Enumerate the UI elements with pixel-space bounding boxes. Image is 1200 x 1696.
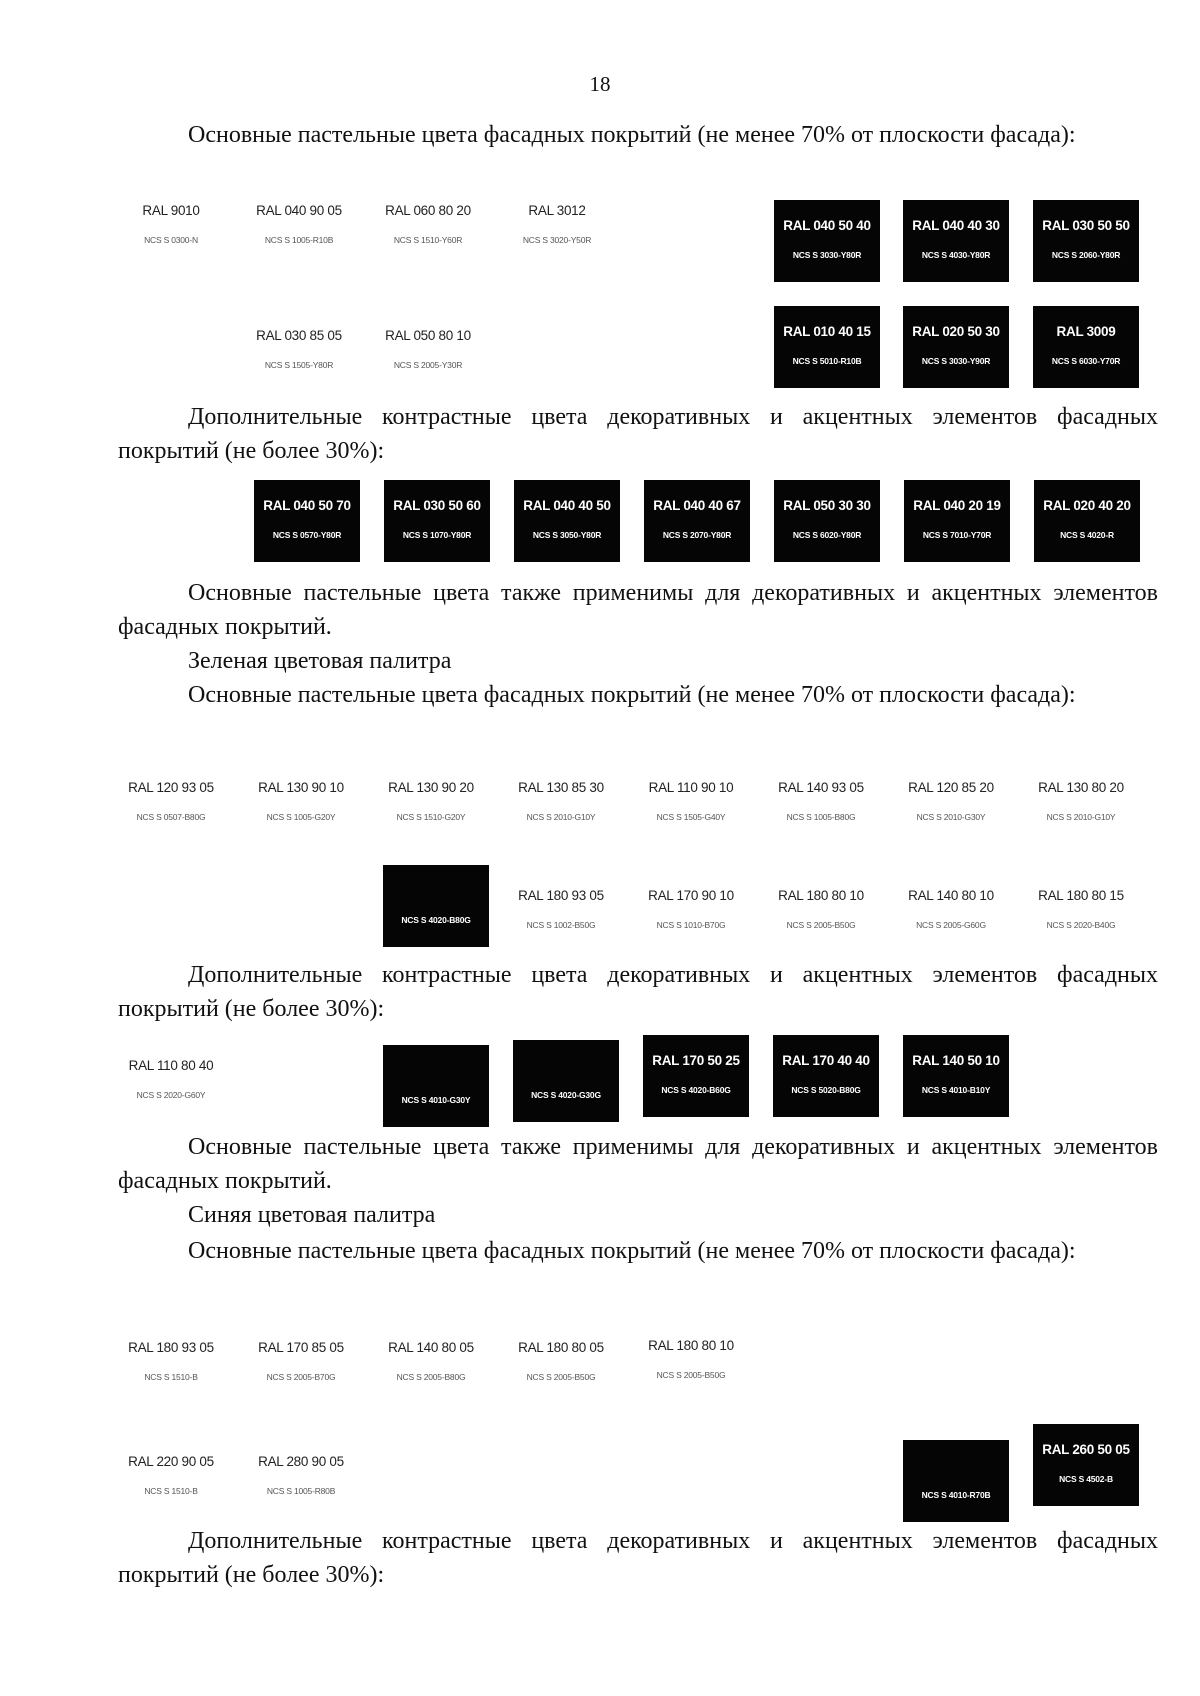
swatch-ncs-code: NCS S 2010-G10Y [1046, 812, 1116, 822]
swatch [248, 1322, 354, 1404]
swatch-ncs-code: NCS S 1005-G20Y [266, 812, 336, 822]
swatch-ral-code: RAL 180 93 05 [128, 1340, 214, 1355]
swatch [644, 480, 750, 562]
paragraph-text: Основные пастельные цвета также применимы для декоративных и акцентных элементов фасадных покрытий. [118, 580, 1158, 640]
page-number: 18 [589, 72, 611, 96]
swatch-ncs-code: NCS S 0570-Y80R [272, 530, 342, 540]
paragraph-text: Основные пастельные цвета фасадных покрытий (не менее 70% от плоскости фасада): [188, 1238, 1076, 1264]
paragraph-text: Основные пастельные цвета фасадных покрытий (не менее 70% от плоскости фасада): [188, 122, 1076, 148]
paragraph-text: Дополнительные контрастные цвета декоративных и акцентных элементов фасадных покрытий (не более 30%): [118, 962, 1158, 1022]
swatch-ncs-code: NCS S 5020-B80G [791, 1085, 861, 1095]
swatch-ral-code: RAL 220 90 05 [128, 1454, 214, 1469]
swatch-ral-code: RAL 130 80 20 [1038, 780, 1124, 795]
swatch-ncs-code: NCS S 4020-G30G [531, 1090, 601, 1100]
swatch [508, 1322, 614, 1404]
swatch [898, 762, 1004, 844]
swatch [375, 310, 481, 392]
swatch [903, 306, 1009, 388]
swatch-ral-code: RAL 040 50 40 [783, 218, 871, 233]
swatch-ral-code: RAL 280 90 05 [258, 1454, 344, 1469]
swatch-ral-code: RAL 050 30 30 [783, 498, 871, 513]
swatch [504, 185, 610, 267]
swatch [1033, 1424, 1139, 1506]
paragraph-text: Дополнительные контрастные цвета декоративных и акцентных элементов фасадных покрытий (не более 30%): [118, 1528, 1158, 1588]
swatch [774, 306, 880, 388]
swatch-ncs-code: NCS S 2010-G10Y [526, 812, 596, 822]
swatch [768, 762, 874, 844]
swatch-ncs-code: NCS S 4020-B80G [401, 915, 471, 925]
swatch [774, 480, 880, 562]
swatch-ncs-code: NCS S 3030-Y80R [792, 250, 862, 260]
paragraph-blue-base [118, 1234, 1158, 1268]
swatch [904, 480, 1010, 562]
swatch [1034, 480, 1140, 562]
swatch [118, 1436, 224, 1518]
swatch [513, 1040, 619, 1122]
swatch [903, 1035, 1009, 1117]
swatch-ncs-code: NCS S 2005-Y30R [393, 360, 463, 370]
paragraph-orange-note [118, 576, 1158, 644]
swatch-ral-code: RAL 060 80 20 [385, 203, 471, 218]
swatch [383, 1045, 489, 1127]
swatch-ncs-code: NCS S 4010-R70B [921, 1490, 991, 1500]
swatch-ral-code: RAL 180 80 05 [518, 1340, 604, 1355]
swatch-ncs-code: NCS S 0507-B80G [136, 812, 206, 822]
swatch-ncs-code: NCS S 2020-B40G [1046, 920, 1116, 930]
swatch [508, 762, 614, 844]
swatch-ral-code: RAL 9010 [142, 203, 200, 218]
swatch-ral-code: RAL 050 80 10 [385, 328, 471, 343]
swatch [118, 1040, 224, 1122]
paragraph-green-note [118, 1130, 1158, 1198]
swatch-ncs-code: NCS S 2005-B80G [396, 1372, 466, 1382]
swatch-ncs-code: NCS S 6020-Y80R [792, 530, 862, 540]
swatch-ral-code: RAL 170 90 10 [648, 888, 734, 903]
swatch-ncs-code: NCS S 2005-B50G [526, 1372, 596, 1382]
swatch [643, 1035, 749, 1117]
swatch [248, 1436, 354, 1518]
swatch-ral-code: RAL 020 50 30 [912, 324, 1000, 339]
paragraph-green-base [118, 678, 1158, 712]
swatch [638, 762, 744, 844]
paragraph-text: Дополнительные контрастные цвета декоративных и акцентных элементов фасадных покрытий (не более 30%): [118, 404, 1158, 464]
section-title-green: Зеленая цветовая палитра [188, 648, 452, 674]
swatch-ral-code: RAL 180 80 10 [778, 888, 864, 903]
swatch-ncs-code: NCS S 2005-G60G [916, 920, 986, 930]
swatch-ncs-code: NCS S 1505-G40Y [656, 812, 726, 822]
swatch-ral-code: RAL 180 80 10 [648, 1338, 734, 1353]
swatch [378, 762, 484, 844]
swatch-ral-code: RAL 140 50 10 [912, 1053, 1000, 1068]
swatch-ncs-code: NCS S 2060-Y80R [1051, 250, 1121, 260]
swatch [1033, 306, 1139, 388]
swatch [508, 870, 614, 952]
swatch-ral-code: RAL 030 50 50 [1042, 218, 1130, 233]
swatch-ncs-code: NCS S 1510-Y60R [393, 235, 463, 245]
swatch-ncs-code: NCS S 4010-G30Y [401, 1095, 471, 1105]
swatch [898, 870, 1004, 952]
swatch-ncs-code: NCS S 7010-Y70R [922, 530, 992, 540]
swatch [383, 865, 489, 947]
swatch-ral-code: RAL 030 50 60 [393, 498, 481, 513]
swatch-ncs-code: NCS S 5010-R10B [792, 356, 862, 366]
swatch-ral-code: RAL 180 93 05 [518, 888, 604, 903]
swatch [118, 185, 224, 267]
paragraph-green-accent [118, 958, 1158, 1026]
swatch [1028, 762, 1134, 844]
swatch-ncs-code: NCS S 1010-B70G [656, 920, 726, 930]
swatch-ral-code: RAL 170 40 40 [782, 1053, 870, 1068]
swatch-ral-code: RAL 040 20 19 [913, 498, 1001, 513]
swatch [118, 1322, 224, 1404]
swatch [378, 1322, 484, 1404]
swatch [514, 480, 620, 562]
swatch-ncs-code: NCS S 1505-Y80R [264, 360, 334, 370]
swatch-ral-code: RAL 030 85 05 [256, 328, 342, 343]
swatch-ral-code: RAL 170 85 05 [258, 1340, 344, 1355]
paragraph-orange-accent [118, 400, 1158, 468]
paragraph-text: Основные пастельные цвета фасадных покрытий (не менее 70% от плоскости фасада): [188, 682, 1076, 708]
swatch-ral-code: RAL 140 93 05 [778, 780, 864, 795]
swatch [638, 870, 744, 952]
swatch-ral-code: RAL 3012 [528, 203, 586, 218]
swatch [768, 870, 874, 952]
swatch [254, 480, 360, 562]
swatch-ral-code: RAL 120 93 05 [128, 780, 214, 795]
swatch [248, 762, 354, 844]
swatch-ral-code: RAL 130 90 20 [388, 780, 474, 795]
swatch-ral-code: RAL 040 40 50 [523, 498, 611, 513]
swatch-ral-code: RAL 040 90 05 [256, 203, 342, 218]
swatch [773, 1035, 879, 1117]
swatch-ncs-code: NCS S 3030-Y90R [921, 356, 991, 366]
swatch-ncs-code: NCS S 2005-B50G [786, 920, 856, 930]
paragraph-orange-base [118, 118, 1158, 152]
swatch-ral-code: RAL 180 80 15 [1038, 888, 1124, 903]
swatch-ncs-code: NCS S 1510-G20Y [396, 812, 466, 822]
swatch-ral-code: RAL 120 85 20 [908, 780, 994, 795]
swatch-ral-code: RAL 110 80 40 [128, 1058, 214, 1073]
swatch-ncs-code: NCS S 4010-B10Y [921, 1085, 991, 1095]
swatch-ral-code: RAL 040 50 70 [263, 498, 351, 513]
swatch-ncs-code: NCS S 4030-Y80R [921, 250, 991, 260]
swatch-ral-code: RAL 040 40 30 [912, 218, 1000, 233]
swatch-ncs-code: NCS S 1002-B50G [526, 920, 596, 930]
swatch-ral-code: RAL 130 90 10 [258, 780, 344, 795]
swatch-ncs-code: NCS S 2020-G60Y [136, 1090, 206, 1100]
swatch [903, 1440, 1009, 1522]
swatch-ral-code: RAL 040 40 67 [653, 498, 741, 513]
swatch-ral-code: RAL 020 40 20 [1043, 498, 1131, 513]
swatch-ral-code: RAL 260 50 05 [1042, 1442, 1130, 1457]
swatch [1033, 200, 1139, 282]
swatch [1028, 870, 1134, 952]
swatch-ral-code: RAL 110 90 10 [648, 780, 734, 795]
swatch-ncs-code: NCS S 6030-Y70R [1051, 356, 1121, 366]
swatch-ncs-code: NCS S 3050-Y80R [532, 530, 602, 540]
swatch-ncs-code: NCS S 2005-B50G [656, 1370, 726, 1380]
swatch-ral-code: RAL 130 85 30 [518, 780, 604, 795]
swatch-ncs-code: NCS S 1510-B [144, 1486, 198, 1496]
paragraph-blue-accent [118, 1524, 1158, 1592]
swatch-ncs-code: NCS S 4020-R [1060, 530, 1114, 540]
swatch-ncs-code: NCS S 2010-G30Y [916, 812, 986, 822]
swatch-ncs-code: NCS S 3020-Y50R [522, 235, 592, 245]
swatch [118, 762, 224, 844]
section-title-blue: Синяя цветовая палитра [188, 1202, 436, 1228]
swatch-ral-code: RAL 170 50 25 [652, 1053, 740, 1068]
swatch-ncs-code: NCS S 1510-B [144, 1372, 198, 1382]
swatch-ncs-code: NCS S 4502-B [1059, 1474, 1113, 1484]
swatch-ncs-code: NCS S 2005-B70G [266, 1372, 336, 1382]
swatch-ncs-code: NCS S 0300-N [144, 235, 198, 245]
swatch [638, 1320, 744, 1402]
swatch-ncs-code: NCS S 1070-Y80R [402, 530, 472, 540]
swatch-ncs-code: NCS S 4020-B60G [661, 1085, 731, 1095]
swatch-ncs-code: NCS S 1005-R10B [264, 235, 334, 245]
swatch-ncs-code: NCS S 2070-Y80R [662, 530, 732, 540]
swatch [246, 185, 352, 267]
swatch-ral-code: RAL 140 80 10 [908, 888, 994, 903]
swatch [903, 200, 1009, 282]
paragraph-text: Основные пастельные цвета также применимы для декоративных и акцентных элементов фасадных покрытий. [118, 1134, 1158, 1194]
swatch-ral-code: RAL 3009 [1056, 324, 1116, 339]
swatch-ncs-code: NCS S 1005-R80B [266, 1486, 336, 1496]
swatch-ral-code: RAL 010 40 15 [783, 324, 871, 339]
swatch [774, 200, 880, 282]
swatch [384, 480, 490, 562]
swatch [246, 310, 352, 392]
swatch-ncs-code: NCS S 1005-B80G [786, 812, 856, 822]
swatch [375, 185, 481, 267]
swatch-ral-code: RAL 140 80 05 [388, 1340, 474, 1355]
